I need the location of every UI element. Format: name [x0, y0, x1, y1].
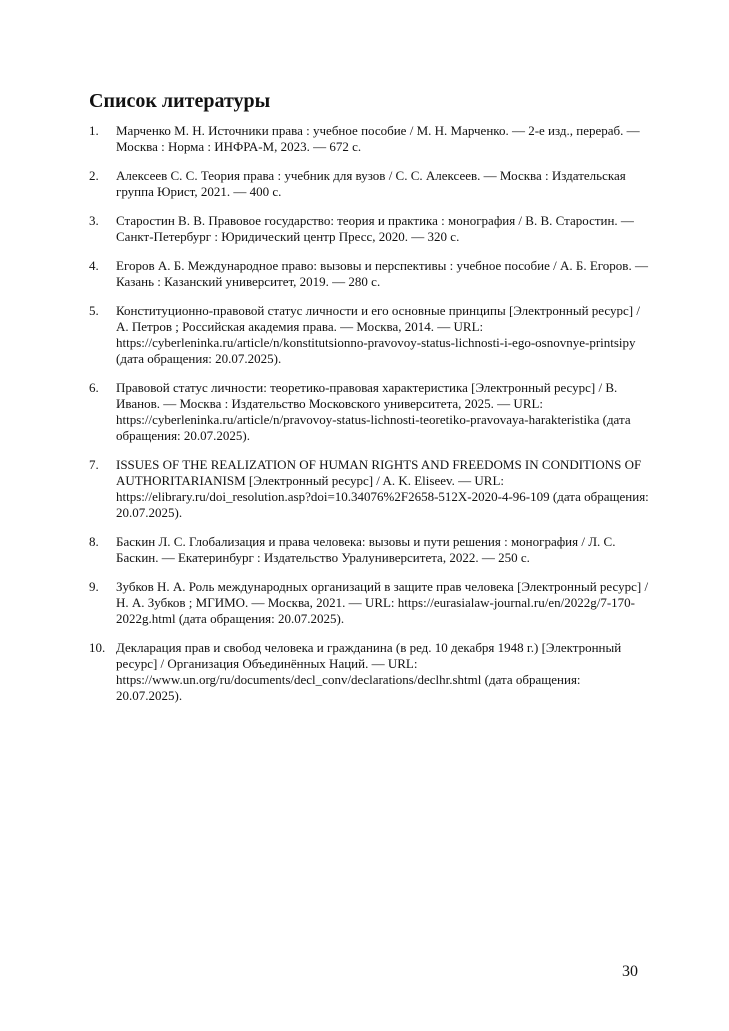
- reference-number: 4.: [89, 258, 99, 273]
- reference-number: 1.: [89, 123, 99, 138]
- list-item: [89, 303, 649, 367]
- page-number: 30: [622, 963, 638, 980]
- list-item: [89, 213, 649, 245]
- reference-text: ISSUES OF THE REALIZATION OF HUMAN RIGHTS AND FREEDOMS IN CONDITIONS OF AUTHORITARIANISM [Электронный ресурс] / A. K. Eliseev. — URL: https://elibrary.ru/doi_resolution.asp?doi=10.34076%2F2658-512X-2020-4-96-109 (дата обращения: 20.07.2025).: [116, 457, 649, 520]
- reference-list: [89, 123, 649, 717]
- reference-text: Декларация прав и свобод человека и гражданина (в ред. 10 декабря 1948 г.) [Электронный ресурс] / Организация Объединённых Наций. — URL: https://www.un.org/ru/documents/decl_conv/declarations/declhr.shtml (дата обращения: 20.07.2025).: [116, 640, 622, 703]
- reference-text: Алексеев С. С. Теория права : учебник для вузов / С. С. Алексеев. — Москва : Издательская группа Юрист, 2021. — 400 с.: [116, 168, 626, 199]
- reference-number: 6.: [89, 380, 99, 395]
- reference-number: 2.: [89, 168, 99, 183]
- reference-text: Зубков Н. А. Роль международных организаций в защите прав человека [Электронный ресурс] / Н. А. Зубков ; МГИМО. — Москва, 2021. — URL: https://eurasialaw-journal.ru/en/2022g/7-170-2022g.html (дата обращения: 20.07.2025).: [116, 579, 649, 626]
- reference-text: Старостин В. В. Правовое государство: теория и практика : монография / В. В. Старостин. — Санкт-Петербург : Юридический центр Пресс, 2020. — 320 с.: [116, 213, 634, 244]
- reference-text: Правовой статус личности: теоретико-правовая характеристика [Электронный ресурс] / В. Иванов. — Москва : Издательство Московского университета, 2025. — URL: https://cyberleninka.ru/article/n/pravovoy-status-lichnosti-teoretiko-pravovaya-harakteristika (дата обращения: 20.07.2025).: [116, 380, 631, 443]
- reference-text: Марченко М. Н. Источники права : учебное пособие / М. Н. Марченко. — 2-е изд., перераб. — Москва : Норма : ИНФРА-М, 2023. — 672 с.: [116, 123, 640, 154]
- list-item: [89, 534, 649, 566]
- reference-number: 10.: [89, 640, 106, 655]
- list-item: [89, 168, 649, 200]
- reference-number: 9.: [89, 579, 99, 594]
- list-item: [89, 123, 649, 155]
- list-item: [89, 640, 649, 704]
- list-item: [89, 258, 649, 290]
- reference-number: 5.: [89, 303, 99, 318]
- list-item: [89, 579, 649, 627]
- reference-number: 7.: [89, 457, 99, 472]
- list-item: [89, 380, 649, 444]
- reference-number: 8.: [89, 534, 99, 549]
- list-item: [89, 457, 649, 521]
- reference-text: Баскин Л. С. Глобализация и права человека: вызовы и пути решения : монография / Л. С. Баскин. — Екатеринбург : Издательство Уралуниверситета, 2022. — 250 с.: [116, 534, 616, 565]
- reference-text: Егоров А. Б. Международное право: вызовы и перспективы : учебное пособие / А. Б. Егоров. — Казань : Казанский университет, 2019. — 280 с.: [116, 258, 648, 289]
- reference-number: 3.: [89, 213, 99, 228]
- page-title: Список литературы: [89, 90, 271, 112]
- reference-text: Конституционно-правовой статус личности и его основные принципы [Электронный ресурс] / А. Петров ; Российская академия права. — Москва, 2014. — URL: https://cyberleninka.ru/article/n/konstitutsionno-pravovoy-status-lichnosti-i-ego-osnovnye-printsipy (дата обращения: 20.07.2025).: [116, 303, 640, 366]
